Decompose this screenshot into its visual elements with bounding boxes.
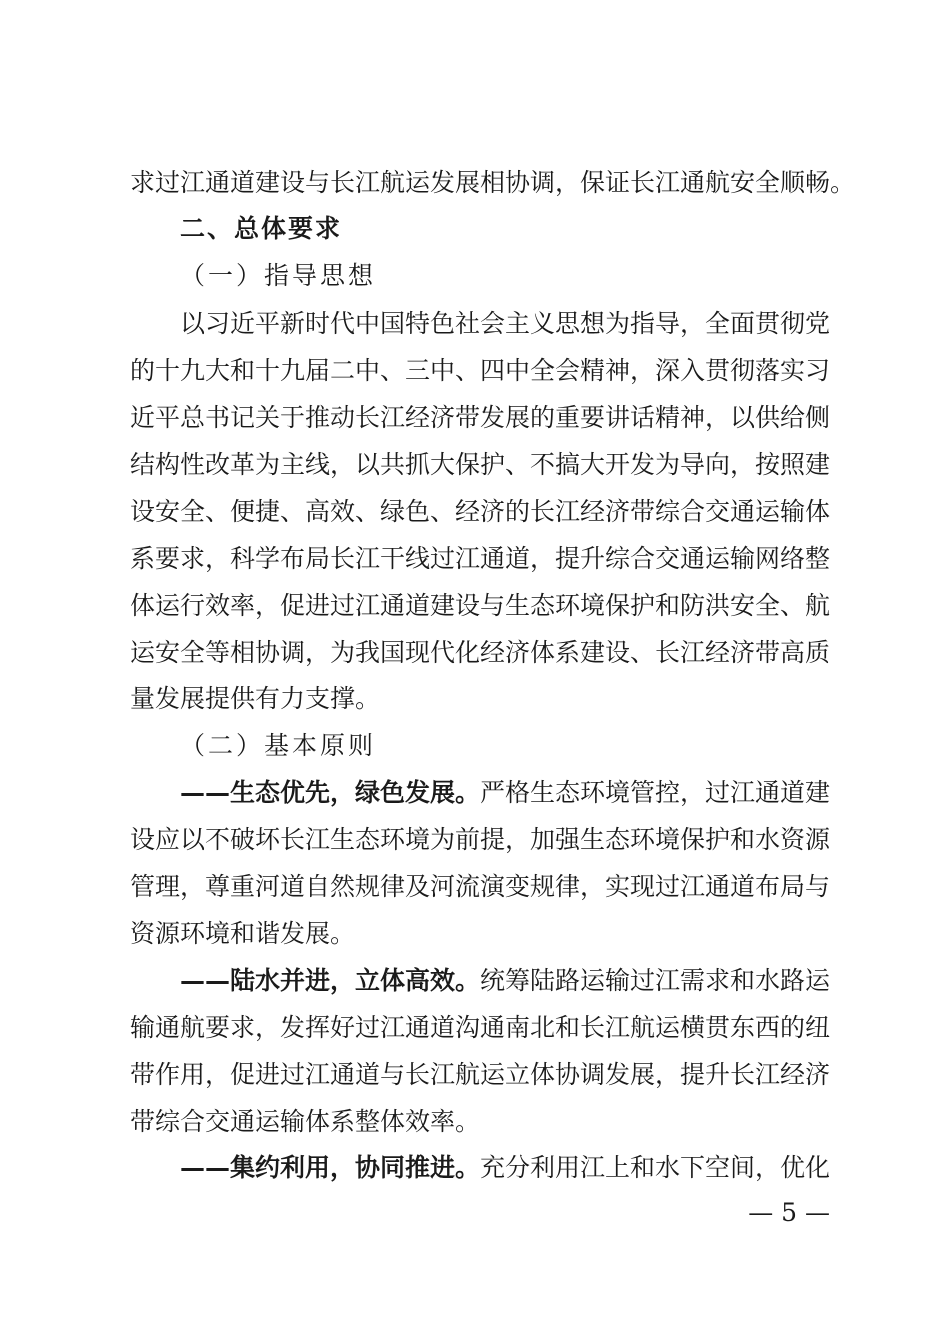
text-line: 带作用，促进过江通道与长江航运立体协调发展，提升长江经济 [130,1060,831,1089]
principle-text: 严格生态环境管控，过江通道建 [480,778,831,807]
text-line: 设应以不破坏长江生态环境为前提，加强生态环境保护和水资源 [130,825,831,854]
text-line: 资源环境和谐发展。 [130,919,356,948]
text-line: 运安全等相协调，为我国现代化经济体系建设、长江经济带高质 [130,638,831,667]
text-line: 求过江通道建设与长江航运发展相协调，保证长江通航安全顺畅。 [130,168,856,197]
text-line: 系要求，科学布局长江干线过江通道，提升综合交通运输网络整 [130,544,831,573]
text-line: 管理，尊重河道自然规律及河流演变规律，实现过江通道布局与 [130,872,831,901]
text-line: 输通航要求，发挥好过江通道沟通南北和长江航运横贯东西的纽 [130,1013,831,1042]
text-line: 以习近平新时代中国特色社会主义思想为指导，全面贯彻党 [180,309,831,338]
text-line: 结构性改革为主线，以共抓大保护、不搞大开发为导向，按照建 [130,450,831,479]
principle-line [180,776,830,810]
text-line: 量发展提供有力支撑。 [130,684,381,713]
principle-text: 统筹陆路运输过江需求和水路运 [480,966,831,995]
text-line: 的十九大和十九届二中、三中、四中全会精神，深入贯彻落实习 [130,356,831,385]
text-line: 设安全、便捷、高效、绿色、经济的长江经济带综合交通运输体 [130,497,831,526]
section-heading: 二、总体要求 [180,214,343,243]
text-line: 近平总书记关于推动长江经济带发展的重要讲话精神，以供给侧 [130,403,831,432]
principle-line [180,1151,830,1185]
subsection-heading: （二）基本原则 [180,731,377,760]
text-line: 带综合交通运输体系整体效率。 [130,1107,481,1136]
principle-title: ——陆水并进，立体高效。 [180,966,481,995]
principle-title: ——生态优先，绿色发展。 [180,778,481,807]
text-line: 体运行效率，促进过江通道建设与生态环境保护和防洪安全、航 [130,591,831,620]
subsection-heading: （一）指导思想 [180,261,377,290]
principle-line [180,964,830,998]
principle-title: ——集约利用，协同推进。 [180,1153,481,1182]
page-number: — 5 — [748,1198,830,1227]
principle-text: 充分利用江上和水下空间，优化 [480,1153,831,1182]
